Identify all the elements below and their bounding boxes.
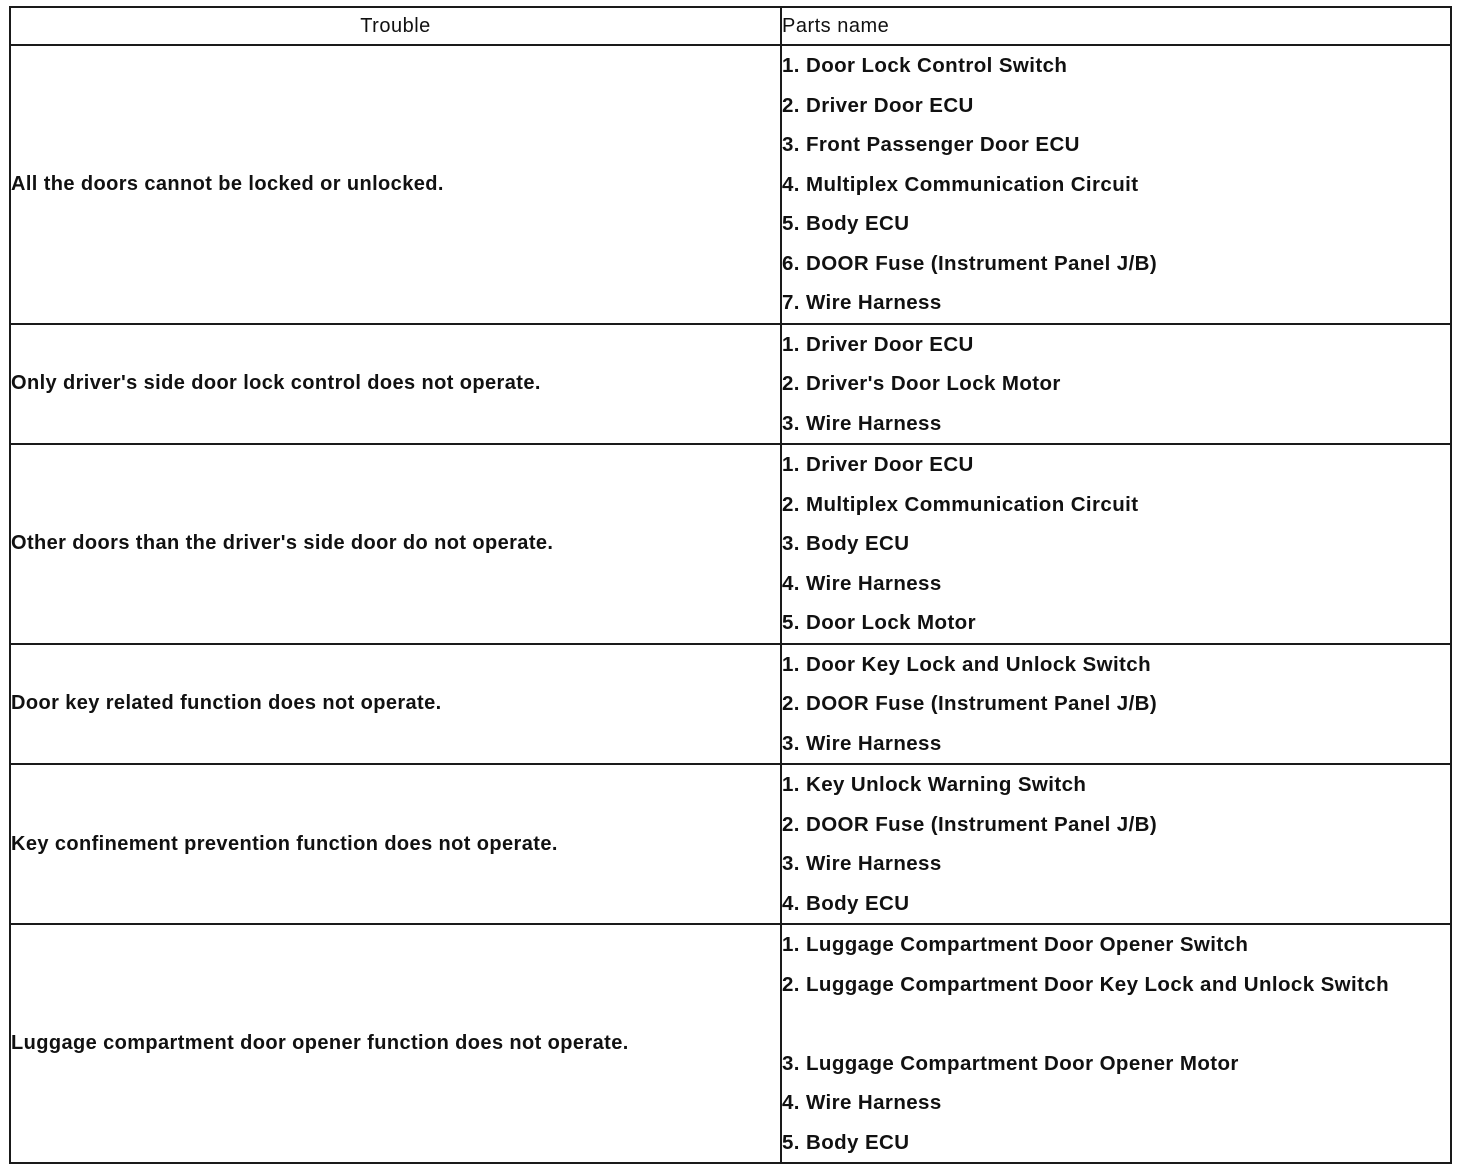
table-row [10,324,1451,445]
trouble-cell: Key confinement prevention function does not operate. [10,764,781,924]
part-item: 1. Driver Door ECU [782,453,974,476]
table-row [10,764,1451,924]
parts-name-column-header: Parts name [781,7,1451,45]
part-item: 6. DOOR Fuse (Instrument Panel J/B) [782,251,1158,275]
trouble-cell: All the doors cannot be locked or unlocked. [10,45,781,324]
trouble-column-header: Trouble [10,7,781,45]
part-item: 2. Driver's Door Lock Motor [782,372,1061,395]
trouble-parts-sheet [9,6,1450,1164]
table-header-row [10,7,1451,45]
trouble-cell: Other doors than the driver's side door do not operate. [10,444,781,644]
part-item: 3. Wire Harness [782,731,942,755]
part-item: 1. Door Lock Control Switch [782,54,1068,77]
part-item: 2. Multiplex Communication Circuit [782,492,1139,516]
trouble-cell: Luggage compartment door opener function does not operate. [10,924,781,1163]
part-item: 3. Wire Harness [782,852,942,875]
parts-cell [781,324,1451,445]
parts-cell [781,764,1451,924]
parts-cell [781,45,1451,324]
part-item: 3. Wire Harness [782,411,942,435]
part-item: 5. Body ECU [782,1130,910,1154]
part-item: 2. Luggage Compartment Door Key Lock and Unlock Switch [782,972,1390,996]
table-row [10,45,1451,324]
trouble-parts-table [9,6,1452,1164]
table-row [10,644,1451,765]
part-item: 3. Front Passenger Door ECU [782,133,1080,156]
part-item: 4. Multiplex Communication Circuit [782,172,1139,196]
part-item: 2. Driver Door ECU [782,93,974,117]
part-item: 1. Door Key Lock and Unlock Switch [782,652,1152,676]
part-item: 5. Body ECU [782,212,910,235]
part-item: 3. Luggage Compartment Door Opener Motor [782,1051,1239,1075]
table-row [10,924,1451,1163]
part-item: 1. Driver Door ECU [782,332,974,356]
parts-cell [781,924,1451,1163]
trouble-cell: Only driver's side door lock control does not operate. [10,324,781,445]
part-item: 1. Luggage Compartment Door Opener Switch [782,933,1249,956]
part-item: 5. Door Lock Motor [782,611,976,634]
part-item: 2. DOOR Fuse (Instrument Panel J/B) [782,692,1158,715]
parts-cell [781,644,1451,765]
part-item: 7. Wire Harness [782,291,942,314]
part-item: 4. Wire Harness [782,571,942,595]
part-item: 3. Body ECU [782,532,910,555]
part-item: 4. Wire Harness [782,1091,942,1114]
trouble-cell: Door key related function does not operate. [10,644,781,765]
part-item: 2. DOOR Fuse (Instrument Panel J/B) [782,812,1158,836]
part-item: 1. Key Unlock Warning Switch [782,773,1087,796]
parts-cell [781,444,1451,644]
table-row [10,444,1451,644]
part-item: 4. Body ECU [782,891,910,915]
